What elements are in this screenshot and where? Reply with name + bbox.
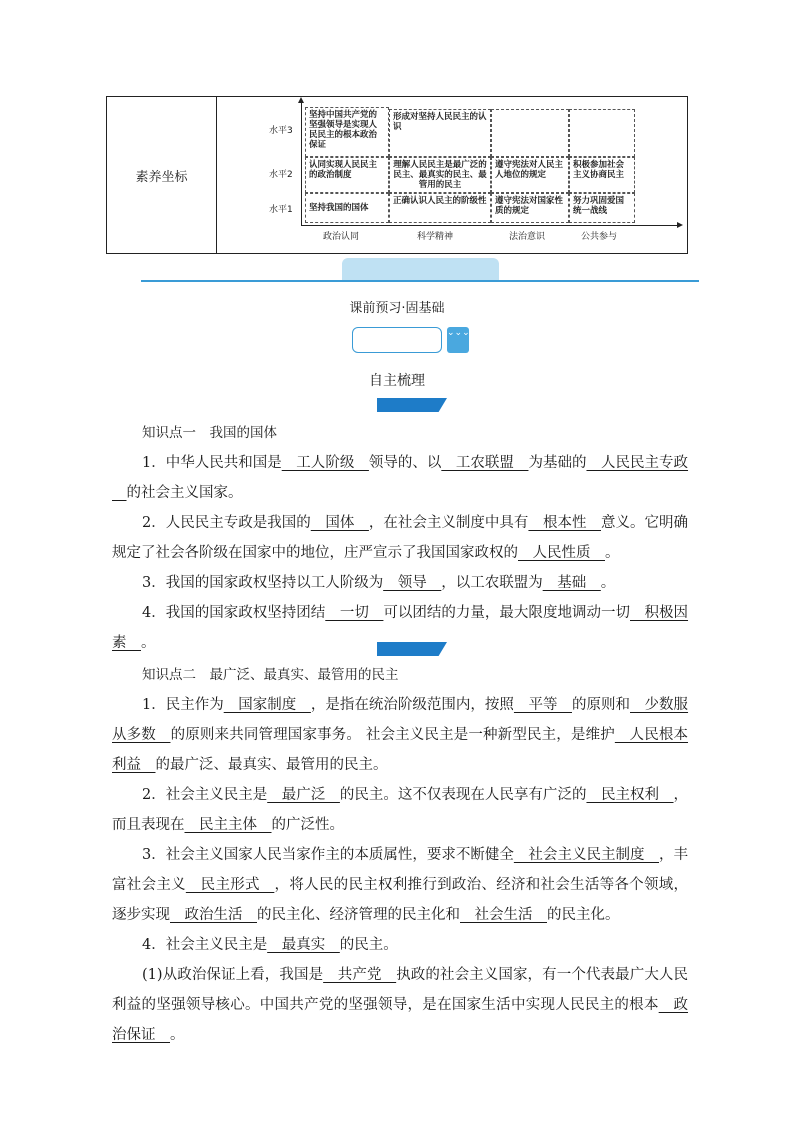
section-pill-frame (352, 327, 442, 353)
text: 的原则来共同管理国家事务。 社会主义民主是一种新型民主，是维护 (170, 727, 615, 743)
cell-law-2: 遵守宪法对人民主人地位的规定 (491, 157, 569, 193)
answer-blank: __民主权利__ (586, 787, 674, 803)
level-label: 水平2 (269, 170, 293, 180)
answer-blank: __基础__ (542, 575, 601, 591)
answer-blank: __平等__ (513, 697, 572, 713)
expand-chevrons-icon[interactable]: ⌄⌄⌄ (447, 327, 469, 353)
knowledge-point-1 (112, 418, 688, 658)
text: ，将人民的民主权利推行到政治、经济和社会生活等各个领域，逐步实现 (112, 877, 689, 923)
paragraph (112, 930, 688, 960)
answer-blank: __国体__ (310, 515, 369, 531)
text: ，以工农联盟为 (441, 575, 543, 591)
answer-blank: __民主主体__ (184, 817, 272, 833)
answer-blank: __工人阶级__ (281, 455, 369, 471)
answer-blank: __根本性__ (528, 515, 601, 531)
text: ，而且表现在 (112, 787, 689, 833)
subsection-title: 自主梳理 (369, 373, 425, 389)
text: 。 (170, 1027, 185, 1043)
text: ，在社会主义制度中具有 (368, 515, 529, 531)
section-tab-decoration (342, 258, 499, 280)
x-axis (301, 225, 679, 226)
answer-blank: __社会生活__ (460, 907, 547, 923)
text: 执政的社会主义国家，有一个代表最广大人民利益的坚强领导核心。中国共产党的坚强领导，是在国家生活中实现人民民主的根本 (112, 967, 689, 1013)
x-axis-label: 法治意识 (509, 232, 546, 242)
level-label: 水平3 (269, 126, 293, 136)
text: 的原则和 (571, 697, 631, 713)
text: 领导的、以 (368, 455, 442, 471)
table-label: 素养坐标 (107, 97, 217, 253)
paragraph (112, 508, 688, 568)
knowledge-point-heading: 知识点二 最广泛、最真实、最管用的民主 (142, 667, 399, 683)
paragraph (112, 960, 688, 1050)
section-title: 课前预习·固基础 (349, 301, 445, 316)
answer-blank: __人民根本利益__ (112, 727, 689, 773)
y-axis (301, 101, 302, 225)
text: 的民主化、经济管理的民主化和 (257, 907, 460, 923)
paragraph (112, 840, 688, 930)
text: ，丰富社会主义 (112, 847, 689, 893)
y-axis-arrow-icon (298, 97, 304, 103)
cell-participation-1: 努力巩固爱国统一战线 (569, 193, 635, 223)
answer-blank: __积极因素__ (112, 605, 689, 651)
text: ，是指在统治阶级范围内，按照 (310, 697, 514, 713)
x-axis-label: 政治认同 (323, 232, 360, 242)
text: 3．我国的国家政权坚持以工人阶级为 (142, 575, 384, 591)
text: 4．我国的国家政权坚持团结 (142, 605, 326, 621)
answer-blank: __政治保证__ (112, 997, 689, 1043)
level-label: 水平1 (269, 205, 293, 215)
section-divider (141, 280, 699, 282)
paragraph (112, 448, 688, 508)
text: 2．社会主义民主是 (142, 787, 268, 803)
answer-blank: __国家制度__ (223, 697, 311, 713)
knowledge-point-heading: 知识点一 我国的国体 (142, 425, 277, 441)
answer-blank: __最真实__ (267, 937, 340, 953)
cell-science-1: 正确认识人民主的阶级性 (389, 193, 491, 223)
paragraph (112, 568, 688, 598)
knowledge-point-bar-icon (377, 398, 447, 412)
answer-blank: __一切__ (325, 605, 384, 621)
knowledge-point-bar-icon (377, 642, 447, 656)
text: 可以团结的力量，最大限度地调动一切 (383, 605, 630, 621)
text: 的广泛性。 (271, 817, 344, 833)
text: 意义。它明确规定了社会各阶级在国家中的地位，庄严宣示了我国国家政权的 (112, 515, 689, 561)
answer-blank: __最广泛__ (267, 787, 340, 803)
paragraph (112, 780, 688, 840)
text: 。 (600, 575, 616, 591)
text: 。 (605, 545, 620, 561)
cell-participation-3 (569, 109, 635, 157)
cell-science-3: 形成对坚持人民民主的认识 (389, 109, 491, 157)
text: 的最广泛、最真实、最管用的民主。 (155, 757, 388, 773)
x-axis-label: 科学精神 (417, 232, 454, 242)
text: 的社会主义国家。 (126, 485, 243, 501)
text: 的民主。这不仅表现在人民享有广泛的 (339, 787, 587, 803)
cell-law-1: 遵守宪法对国家性质的规定 (491, 193, 569, 223)
answer-blank: __工农联盟__ (441, 455, 529, 471)
cell-politics-2: 认同实现人民民主的政治制度 (305, 157, 389, 193)
answer-blank: __民主形式__ (185, 877, 275, 893)
cell-science-2: 理解人民民主是最广泛的民主、最真实的民主、最管用的民主 (389, 157, 491, 193)
answer-blank: __少数服从多数__ (112, 697, 689, 743)
answer-blank: __人民民主专政__ (112, 455, 689, 501)
answer-blank: __领导__ (383, 575, 442, 591)
answer-blank: __政治生活__ (170, 907, 257, 923)
cell-politics-1: 坚持我国的国体 (305, 193, 389, 223)
text: 为基础的 (528, 455, 587, 471)
text: 的民主化。 (547, 907, 620, 923)
text: 1．中华人民共和国是 (142, 455, 282, 471)
answer-blank: __人民性质__ (518, 545, 605, 561)
cell-participation-2: 积极参加社会主义协商民主 (569, 157, 635, 193)
text: 3．社会主义国家人民当家作主的本质属性，要求不断健全 (142, 847, 514, 863)
text: 的民主。 (339, 937, 398, 953)
literacy-coordinate-table (106, 96, 688, 254)
text: 1．民主作为 (142, 697, 224, 713)
knowledge-point-2 (112, 660, 688, 1050)
text: 。 (141, 635, 156, 651)
paragraph (112, 690, 688, 780)
answer-blank: __社会主义民主制度__ (513, 847, 659, 863)
x-axis-arrow-icon (677, 222, 683, 228)
literacy-level-chart (217, 97, 687, 253)
text: 4．社会主义民主是 (142, 937, 268, 953)
text: (1)从政治保证上看，我国是 (142, 967, 324, 983)
answer-blank: __共产党__ (323, 967, 397, 983)
text: 2．人民民主专政是我国的 (142, 515, 311, 531)
x-axis-label: 公共参与 (581, 232, 618, 242)
cell-law-3 (491, 109, 569, 157)
cell-politics-3: 坚持中国共产党的坚强领导是实现人民民主的根本政治保证 (305, 107, 389, 157)
